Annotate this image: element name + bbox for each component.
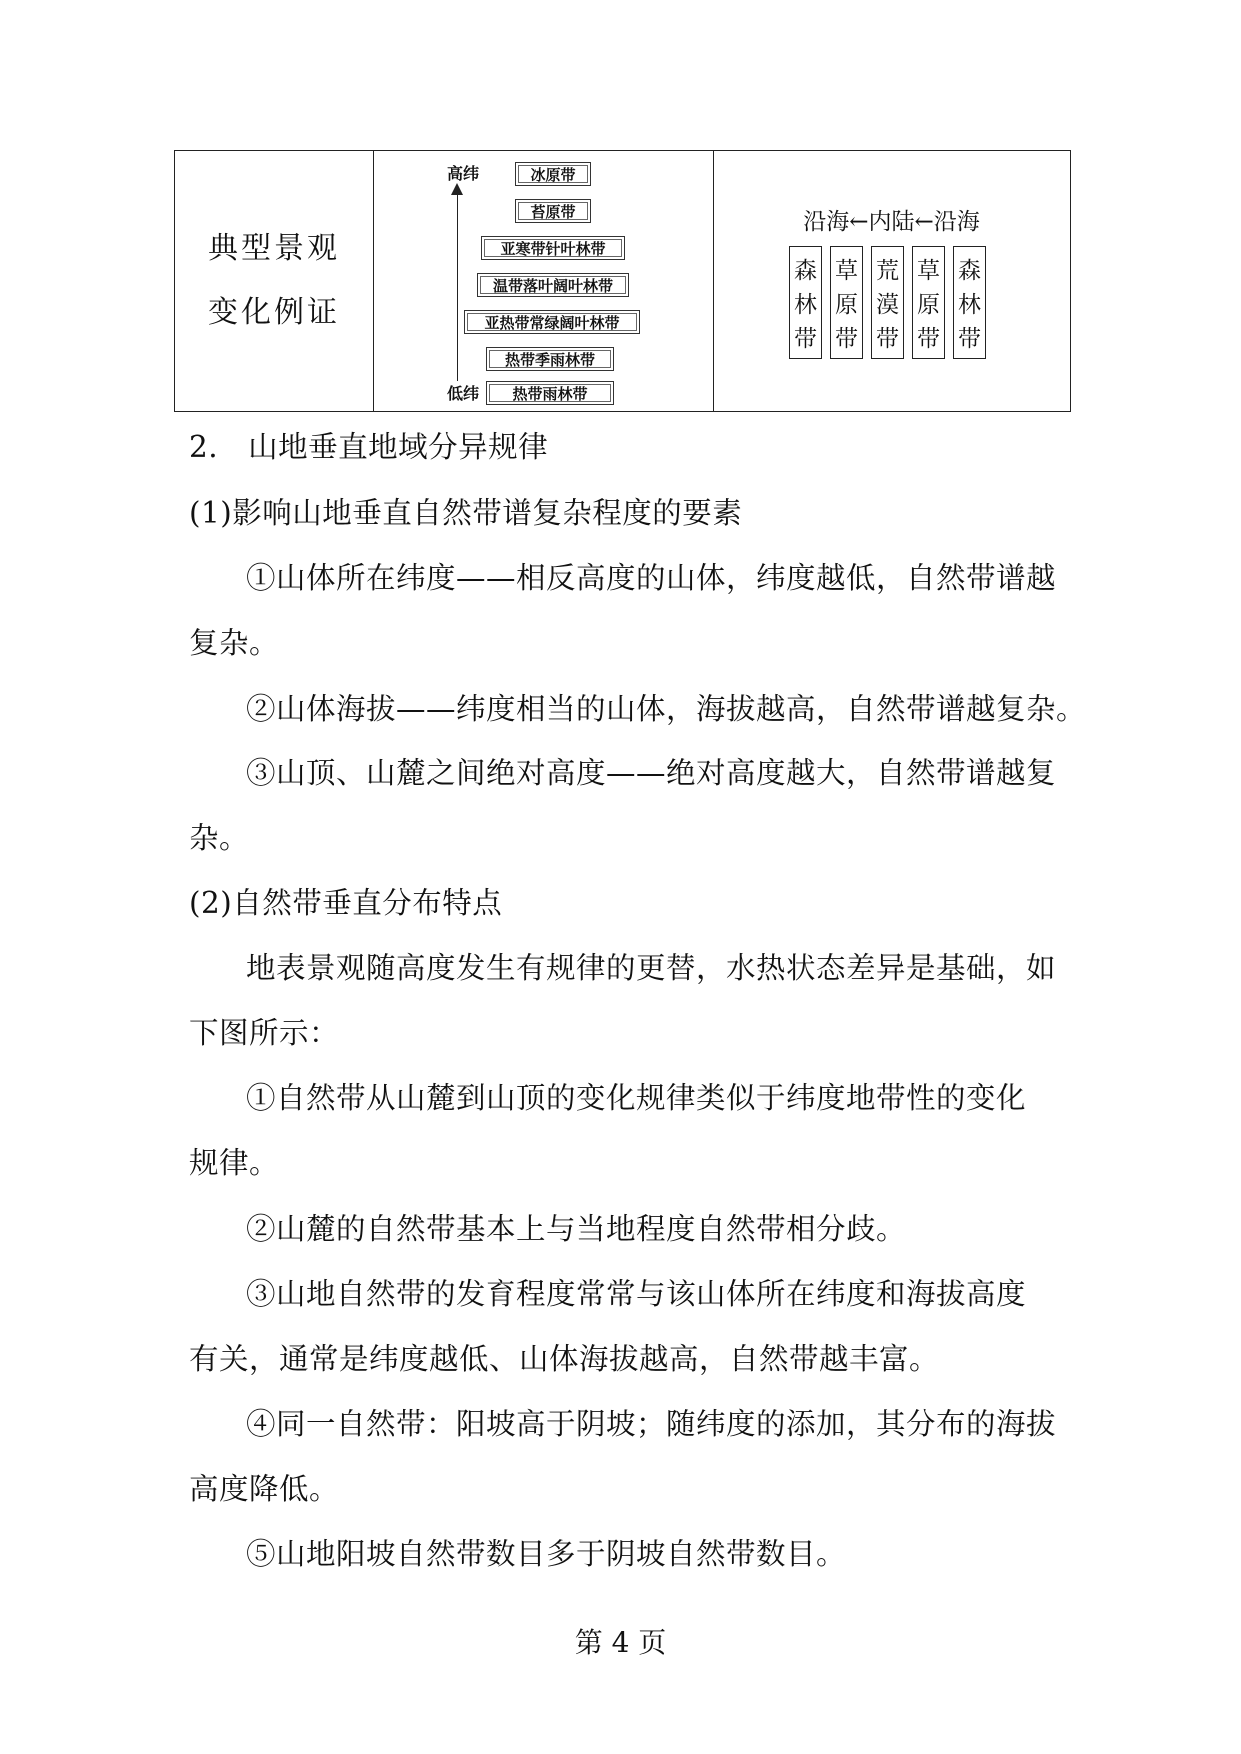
zone-vbox: 草 原 带 <box>830 246 863 359</box>
paragraph: 复杂。 <box>189 626 280 660</box>
zone-box: 热带雨林带 <box>486 381 614 405</box>
zone-box: 冰原带 <box>515 162 591 186</box>
paragraph: ②山体海拔——纬度相当的山体，海拔越高，自然带谱越复杂。 <box>246 692 1087 726</box>
coast-diagram-title: 沿海←内陆←沿海 <box>803 209 980 235</box>
page-number: 第 4 页 <box>574 1626 667 1659</box>
paragraph: ②山麓的自然带基本上与当地程度自然带相分歧。 <box>246 1212 907 1246</box>
zone-box: 亚热带常绿阔叶林带 <box>464 310 640 334</box>
row-label-line1: 典型景观 <box>208 231 340 266</box>
paragraph: ③山顶、山麓之间绝对高度——绝对高度越大，自然带谱越复 <box>246 756 1057 790</box>
zone-vbox: 森 林 带 <box>953 246 986 359</box>
subheading: (2)自然带垂直分布特点 <box>189 886 503 920</box>
zone-vbox: 森 林 带 <box>789 246 822 359</box>
paragraph: 地表景观随高度发生有规律的更替，水热状态差异是基础，如 <box>246 951 1057 985</box>
coast-inland-diagram <box>713 151 1070 411</box>
latitude-axis <box>457 193 458 381</box>
row-label-line2: 变化例证 <box>208 295 340 330</box>
zone-box: 温带落叶阔叶林带 <box>477 273 629 297</box>
paragraph: ①山体所在纬度——相反高度的山体，纬度越低，自然带谱越 <box>246 561 1057 595</box>
subheading: (1)影响山地垂直自然带谱复杂程度的要素 <box>189 496 743 530</box>
row-label-cell <box>175 151 373 411</box>
zone-box: 苔原带 <box>515 199 591 223</box>
paragraph: 高度降低。 <box>189 1472 340 1506</box>
latitude-zone-diagram <box>373 151 713 411</box>
section-heading: 2. 山地垂直地域分异规律 <box>189 430 549 464</box>
paragraph: 规律。 <box>189 1146 280 1180</box>
zone-box: 热带季雨林带 <box>486 347 614 371</box>
paragraph: 杂。 <box>189 821 250 855</box>
zone-vbox: 草 原 带 <box>912 246 945 359</box>
paragraph: ③山地自然带的发育程度常常与该山体所在纬度和海拔高度 <box>246 1277 1027 1311</box>
high-latitude-label: 高纬 <box>447 164 480 183</box>
paragraph: 有关，通常是纬度越低、山体海拔越高，自然带越丰富。 <box>189 1342 940 1376</box>
zone-vbox: 荒 漠 带 <box>871 246 904 359</box>
landscape-table <box>174 150 1071 412</box>
zone-box: 亚寒带针叶林带 <box>481 236 625 260</box>
paragraph: 下图所示： <box>189 1016 340 1050</box>
low-latitude-label: 低纬 <box>447 384 480 403</box>
paragraph: ⑤山地阳坡自然带数目多于阴坡自然带数目。 <box>246 1537 847 1571</box>
paragraph: ④同一自然带：阳坡高于阴坡；随纬度的添加，其分布的海拔 <box>246 1407 1057 1441</box>
paragraph: ①自然带从山麓到山顶的变化规律类似于纬度地带性的变化 <box>246 1081 1027 1115</box>
